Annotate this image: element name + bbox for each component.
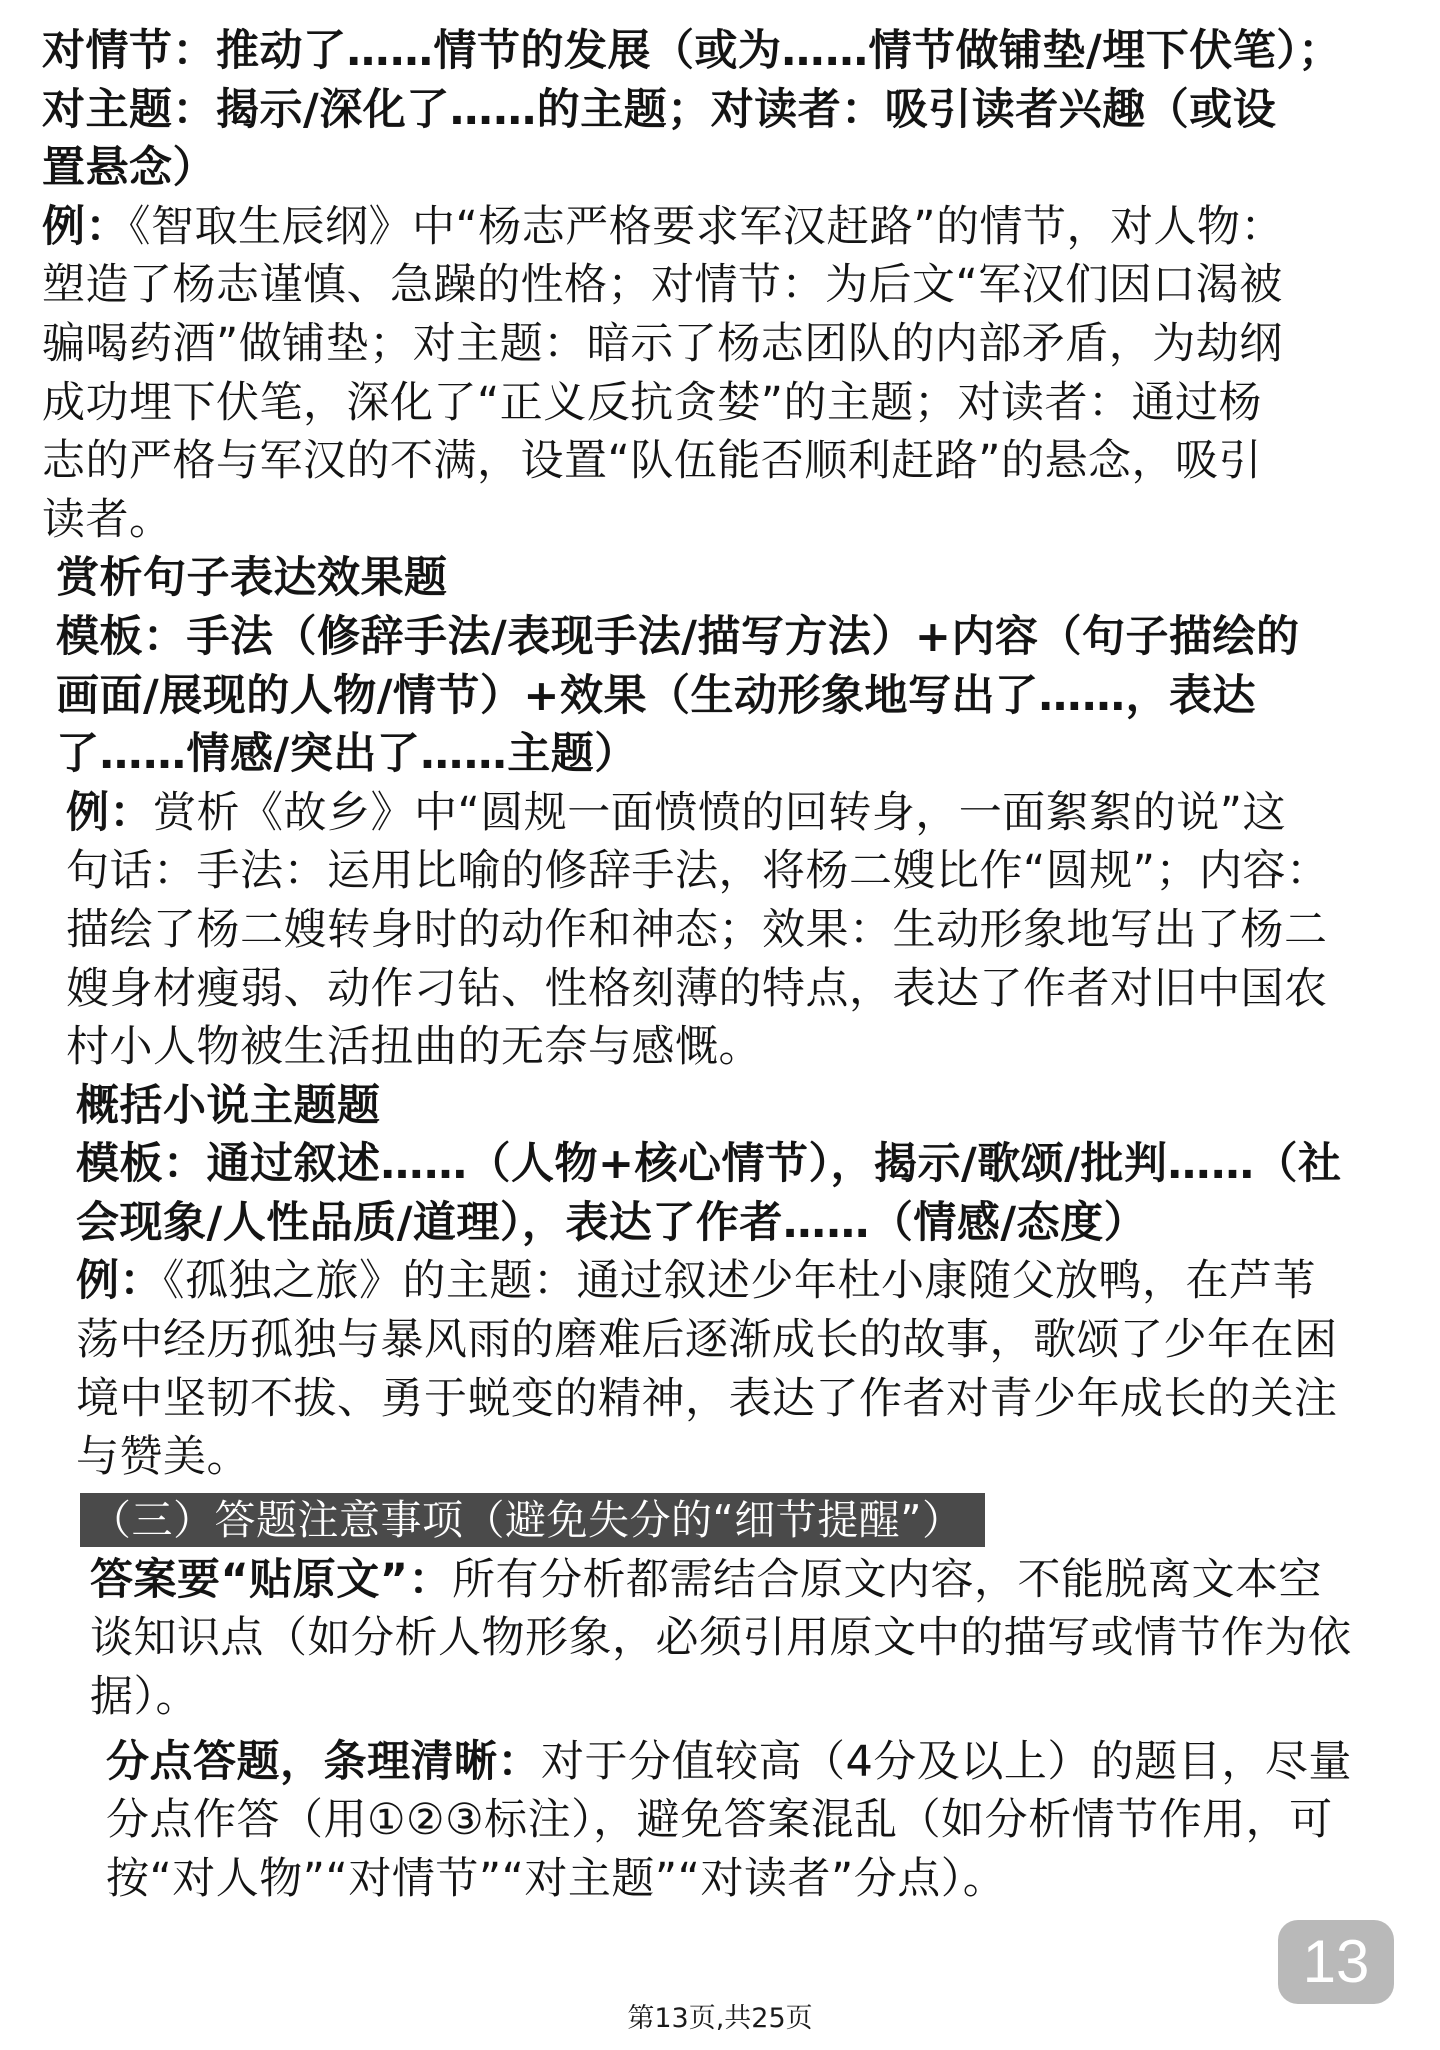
text-line: 骗喝药酒”做铺垫；对主题：暗示了杨志团队的内部矛盾，为劫纲 [42, 318, 1283, 369]
text-line: 描绘了杨二嫂转身时的动作和神态；效果：生动形象地写出了杨二 [66, 904, 1328, 955]
example-label: 例： [42, 201, 129, 252]
text-line: 会现象/人性品质/道理），表达了作者……（情感/态度） [76, 1197, 1148, 1248]
text-line: 荡中经历孤独与暴风雨的磨难后逐渐成长的故事，歌颂了少年在困 [76, 1315, 1338, 1366]
example-guxiang [42, 784, 1362, 1077]
text-line: 例：《孤独之旅》的主题：通过叙述少年杜小康随父放鸭，在芦苇 [76, 1256, 1316, 1307]
section-banner-notes: （三）答题注意事项（避免失分的“细节提醒”） [80, 1493, 985, 1547]
text-line: 例：赏析《故乡》中“圆规一面愤愤的回转身，一面絮絮的说”这 [66, 787, 1287, 838]
text-line: 分点答题，条理清晰：对于分值较高（4分及以上）的题目，尽量 [106, 1736, 1352, 1787]
example-gudu-zhilv [42, 1252, 1362, 1486]
text-line: 分点作答（用①②③标注），避免答案混乱（如分析情节作用，可 [106, 1795, 1333, 1846]
note-stick-to-text [42, 1551, 1362, 1727]
sentence-effect-template [42, 608, 1362, 784]
text-line: 模板：通过叙述……（人物+核心情节），揭示/歌颂/批判……（社 [76, 1139, 1342, 1190]
section-heading-sentence-effect: 赏析句子表达效果题 [56, 553, 448, 604]
text-line: 与赞美。 [76, 1432, 250, 1483]
example-zhiqu-shengchengang [42, 198, 1362, 550]
section-heading-novel-theme: 概括小说主题题 [76, 1080, 381, 1131]
text-line: 嫂身材瘦弱、动作刁钻、性格刻薄的特点，表达了作者对旧中国农 [66, 963, 1328, 1014]
text-line: 成功埋下伏笔，深化了“正义反抗贪婪”的主题；对读者：通过杨 [42, 377, 1263, 428]
plot-theme-effects-paragraph [42, 22, 1362, 198]
example-label: 例： [66, 787, 153, 838]
example-label: 例： [76, 1256, 163, 1307]
text-line: 模板：手法（修辞手法/表现手法/描写方法）+内容（句子描绘的 [56, 611, 1300, 662]
text-line: 对主题：揭示/深化了……的主题；对读者：吸引读者兴趣（或设 [42, 84, 1277, 135]
text-line: 句话：手法：运用比喻的修辞手法，将杨二嫂比作“圆规”；内容： [66, 846, 1330, 897]
text-line: 例：《智取生辰纲》中“杨志严格要求军汉赶路”的情节，对人物： [42, 201, 1285, 252]
document-page [42, 22, 1362, 1908]
text-line: 按“对人物”“对情节”“对主题”“对读者”分点）。 [106, 1853, 1007, 1904]
text-line: 谈知识点（如分析人物形象，必须引用原文中的描写或情节作为依 [90, 1613, 1352, 1664]
note-label: 分点答题，条理清晰： [106, 1736, 541, 1787]
text-line: 对情节：推动了……情节的发展（或为……情节做铺垫/埋下伏笔）； [42, 26, 1342, 76]
text-line: 读者。 [42, 494, 173, 545]
text-line: 境中坚韧不拔、勇于蜕变的精神，表达了作者对青少年成长的关注 [76, 1373, 1338, 1424]
text-line: 村小人物被生活扭曲的无奈与感慨。 [66, 1022, 762, 1073]
text-line: 塑造了杨志谨慎、急躁的性格；对情节：为后文“军汉们因口渴被 [42, 260, 1283, 311]
note-point-by-point [42, 1733, 1362, 1909]
text-line: 据）。 [90, 1672, 199, 1723]
text-line: 答案要“贴原文”：所有分析都需结合原文内容，不能脱离文本空 [90, 1554, 1323, 1605]
page-footer: 第13页,共25页 [627, 2003, 813, 2034]
text-line: 画面/展现的人物/情节）+效果（生动形象地写出了……，表达 [56, 670, 1256, 721]
novel-theme-template [42, 1135, 1362, 1252]
text-line: 了……情感/突出了……主题） [56, 729, 638, 780]
text-line: 置悬念） [42, 143, 216, 194]
text-line: 志的严格与军汉的不满，设置“队伍能否顺利赶路”的悬念，吸引 [42, 436, 1263, 487]
note-label: 答案要“贴原文”： [90, 1554, 453, 1605]
page-number-badge: 13 [1278, 1920, 1394, 2004]
